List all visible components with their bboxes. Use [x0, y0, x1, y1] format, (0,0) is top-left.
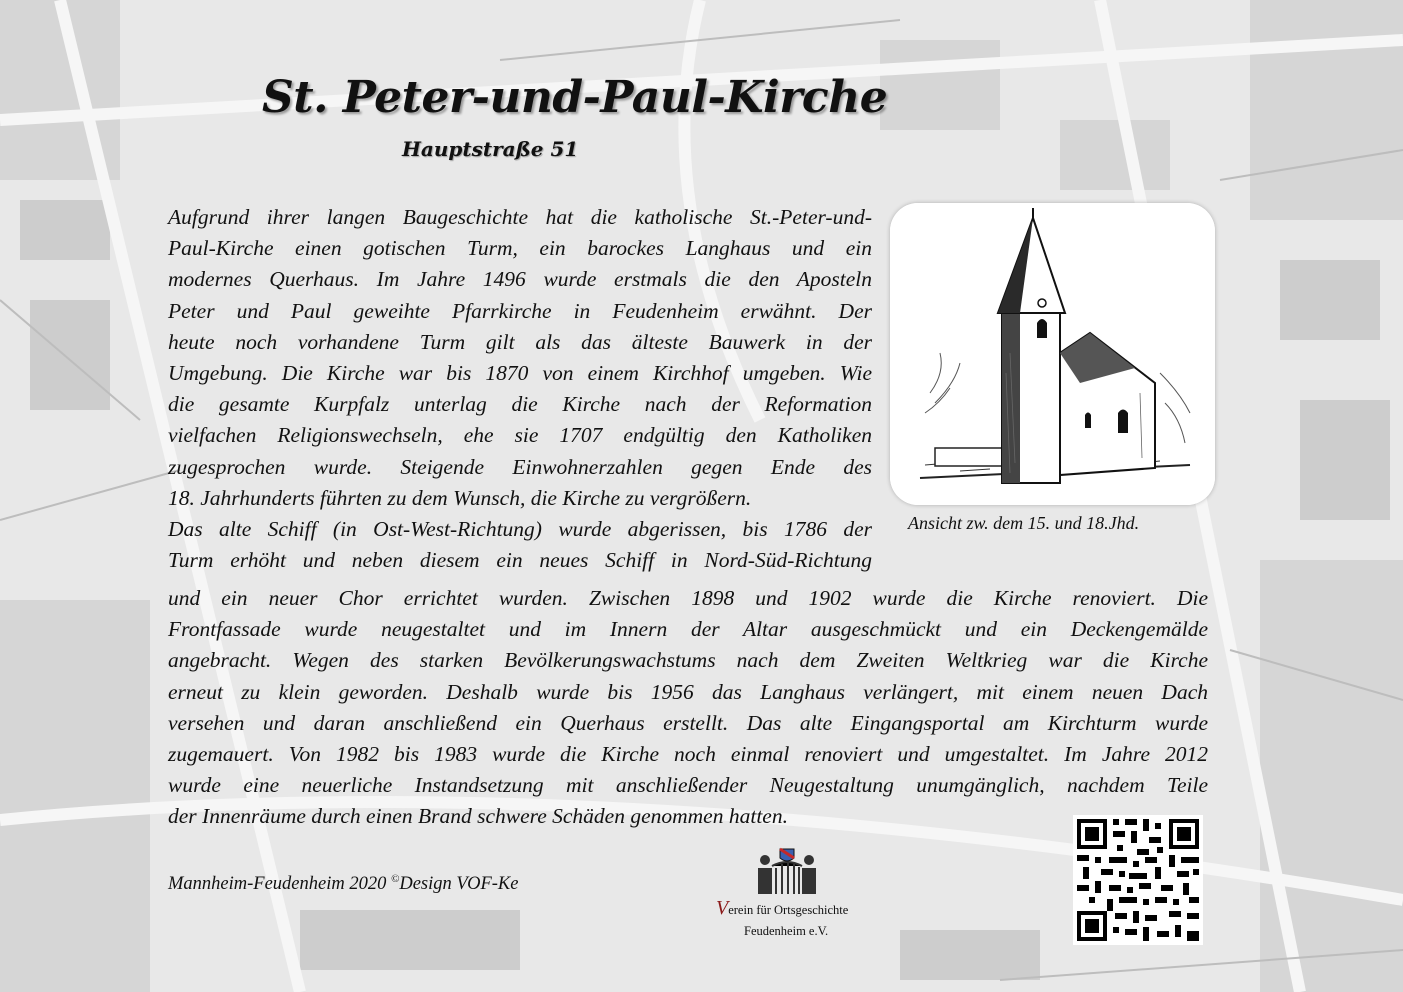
text-line: versehen und daran anschließend ein Querhaus erstellt. Das alte Eingangsportal am Kirchturm wurde: [168, 710, 1208, 735]
text-line: Peter und Paul geweihte Pfarrkirche in Feudenheim erwähnt. Der: [168, 298, 872, 323]
copyright-mark: ©: [390, 873, 400, 885]
text-line: heute noch vorhandene Turm gilt als das älteste Bauwerk in der: [168, 329, 872, 354]
credit-prefix: Mannheim-Feudenheim 2020: [168, 874, 391, 895]
credit-suffix: Design VOF-Ke: [399, 874, 519, 895]
text-line: Das alte Schiff (in Ost-West-Richtung) wurde abgerissen, bis 1786 der: [168, 517, 872, 542]
footer-credit: [168, 873, 519, 895]
qr-code[interactable]: [1073, 815, 1203, 945]
history-paragraph-1: [168, 202, 872, 576]
image-caption: Ansicht zw. dem 15. und 18.Jhd.: [908, 513, 1140, 533]
text-line: Paul-Kirche einen gotischen Turm, ein barockes Langhaus und ein: [168, 236, 872, 261]
text-line: angebracht. Wegen des starken Bevölkerungswachstums nach dem Zweiten Weltkrieg war die Kirche: [168, 648, 1208, 673]
text-line: vielfachen Religionswechseln, ehe sie 1707 endgültig den Katholiken: [168, 423, 872, 448]
page-title: St. Peter-und-Paul-Kirche: [262, 72, 888, 123]
text-line: Aufgrund ihrer langen Baugeschichte hat die katholische St.-Peter-und-: [168, 205, 872, 229]
text-line: wurde eine neuerliche Instandsetzung mit anschließender Neugestaltung unumgänglich, nachdem Teile: [168, 773, 1208, 798]
text-line: Frontfassade wurde neugestaltet und im Innern der Altar ausgeschmückt und ein Deckengemälde: [168, 617, 1208, 642]
text-line: und ein neuer Chor errichtet wurden. Zwischen 1898 und 1902 wurde die Kirche renoviert. Die: [168, 586, 1208, 610]
text-line: 18. Jahrhunderts führten zu dem Wunsch, die Kirche zu vergrößern.: [168, 485, 752, 510]
text-line: Turm erhöht und neben diesem ein neues Schiff in Nord-Süd-Richtung: [168, 548, 872, 573]
church-sketch-image: [890, 203, 1215, 505]
church-sketch-drawing: [890, 203, 1215, 505]
text-line: der Innenräume durch einen Brand schwere Schäden genommen hatten.: [168, 804, 788, 829]
text-line: die gesamte Kurpfalz unterlag die Kirche nach der Reformation: [168, 392, 872, 417]
text-line: modernes Querhaus. Im Jahre 1496 wurde erstmals die den Aposteln: [168, 267, 872, 292]
history-paragraph-2: [168, 583, 1208, 833]
text-line: erneut zu klein geworden. Deshalb wurde bis 1956 das Langhaus verlängert, mit einem neuen Dach: [168, 679, 1208, 704]
association-name: [716, 897, 848, 920]
text-line: Umgebung. Die Kirche war bis 1870 von einem Kirchhof umgeben. Wie: [168, 361, 872, 386]
address-subtitle: Hauptstraße 51: [402, 137, 579, 161]
text-line: zugesprochen wurde. Steigende Einwohnerzahlen gegen Ende des: [168, 454, 872, 479]
association-subtitle: Feudenheim e.V.: [744, 924, 829, 938]
association-initial: V: [716, 897, 729, 919]
text-line: zugemauert. Von 1982 bis 1983 wurde die Kirche noch einmal renoviert und umgestaltet. Im Jahre 2012: [168, 742, 1208, 767]
association-name-rest: erein für Ortsgeschichte: [728, 903, 849, 917]
